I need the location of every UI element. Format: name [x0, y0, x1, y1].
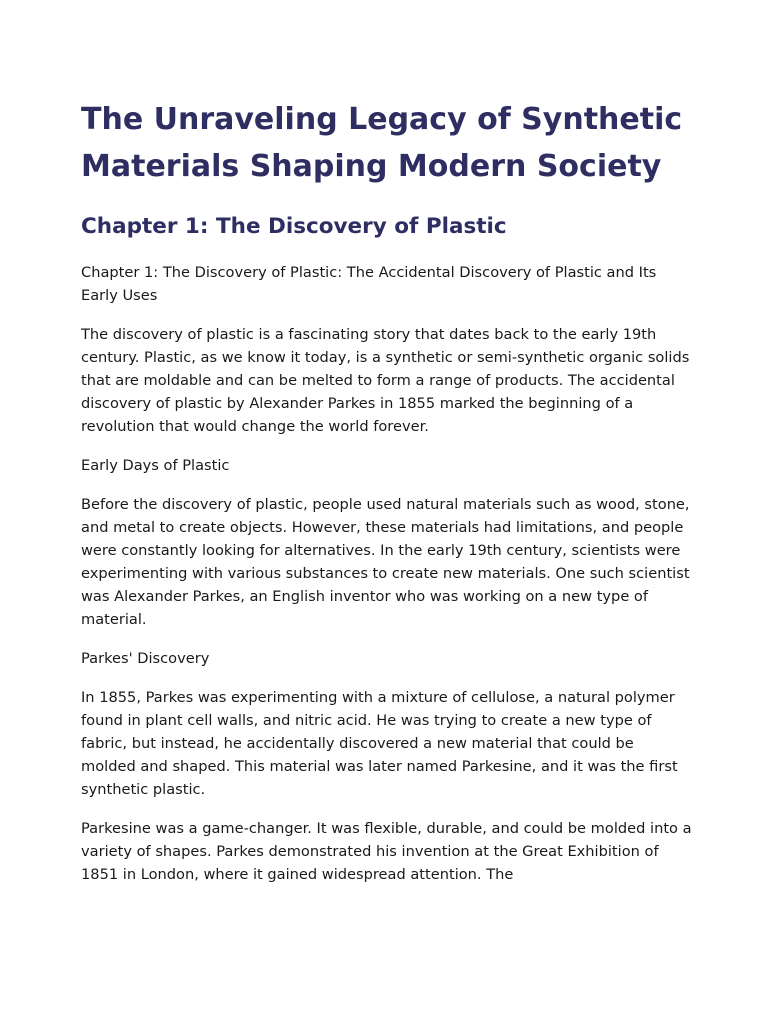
paragraph-intro: The discovery of plastic is a fascinating story that dates back to the early 19th century. Plastic, as we know it today, is a synthetic or semi-synthetic organic solids that are moldable and can be melted to form a range of products. The accidental discovery of plastic by Alexander Parkes in 1855 marked the beginning of a revolution that would change the world forever.: [81, 326, 690, 435]
document-title: The Unraveling Legacy of Synthetic Materials Shaping Modern Society: [81, 102, 683, 184]
section-heading-parkes-discovery: Parkes' Discovery: [81, 650, 210, 667]
paragraph-parkes-discovery: In 1855, Parkes was experimenting with a mixture of cellulose, a natural polymer found in plant cell walls, and nitric acid. He was trying to create a new type of fabric, but instead, he accidentally discovered a new material that could be molded and shaped. This material was later named Parkesine, and it was the first synthetic plastic.: [81, 689, 678, 798]
chapter-heading: Chapter 1: The Discovery of Plastic: [81, 214, 507, 239]
document-page: [81, 96, 693, 886]
section-heading-early-days: Early Days of Plastic: [81, 457, 230, 474]
paragraph-parkesine: Parkesine was a game-changer. It was flexible, durable, and could be molded into a variety of shapes. Parkes demonstrated his invention at the Great Exhibition of 1851 in London, where it gained widespread attention. The: [81, 820, 692, 883]
paragraph-early-days: Before the discovery of plastic, people used natural materials such as wood, stone, and metal to create objects. However, these materials had limitations, and people were constantly looking for alternatives. In the early 19th century, scientists were experimenting with various substances to create new materials. One such scientist was Alexander Parkes, an English inventor who was working on a new type of material.: [81, 496, 690, 628]
paragraph-chapter-subtitle: Chapter 1: The Discovery of Plastic: The Accidental Discovery of Plastic and Its Early Uses: [81, 264, 657, 304]
